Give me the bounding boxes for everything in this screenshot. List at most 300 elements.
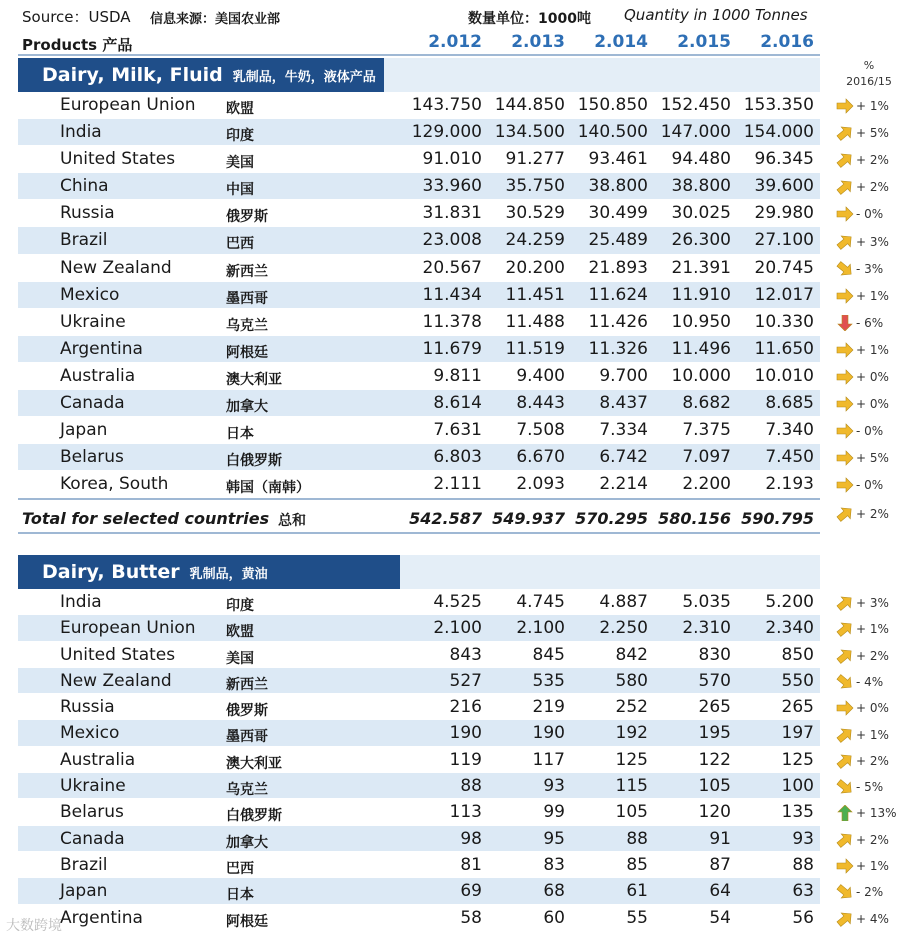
trend-pct: + 0% xyxy=(856,397,889,412)
trend-indicator xyxy=(836,94,900,118)
table-row xyxy=(18,878,820,904)
value-cell: 842 xyxy=(615,644,648,665)
trend-pct: + 3% xyxy=(856,234,889,249)
value-cell: 527 xyxy=(449,670,482,691)
trend-pct: + 2% xyxy=(856,648,889,663)
country-name-cn: 澳大利亚 xyxy=(226,755,282,772)
value-cell: 150.850 xyxy=(577,95,648,115)
pct-period: 2016/15 xyxy=(846,75,892,88)
trend-pct: + 13% xyxy=(856,806,897,821)
table-row xyxy=(18,309,820,336)
value-cell: 10.010 xyxy=(754,365,814,386)
value-cell: 154.000 xyxy=(743,122,814,143)
value-cell: 134.500 xyxy=(494,122,565,143)
table-row xyxy=(18,642,820,668)
country-name-cn: 乌克兰 xyxy=(226,782,268,799)
trend-pct: + 5% xyxy=(856,451,889,466)
section-title-en: Dairy, Butter xyxy=(42,561,180,583)
value-cell: 265 xyxy=(698,697,731,718)
value-cell: 39.600 xyxy=(754,176,814,197)
country-name-en: Belarus xyxy=(60,802,124,823)
value-cell: 30.529 xyxy=(505,203,565,224)
country-name-cn: 加拿大 xyxy=(226,834,268,851)
value-cell: 845 xyxy=(532,644,565,665)
value-cell: 21.391 xyxy=(671,257,731,278)
country-name-en: Australia xyxy=(60,365,136,386)
source-label-cn: 信息来源：美国农业部 xyxy=(150,12,281,27)
value-cell: 4.745 xyxy=(516,592,565,612)
value-cell: 98 xyxy=(460,828,482,849)
country-name-cn: 巴西 xyxy=(226,860,254,877)
value-cell: 535 xyxy=(532,670,565,691)
value-cell: 7.097 xyxy=(682,447,731,468)
unit-label-en: Quantity in 1000 Tonnes xyxy=(624,6,808,24)
value-cell: 5.035 xyxy=(682,592,731,612)
value-cell: 5.200 xyxy=(765,592,814,612)
country-name-cn: 白俄罗斯 xyxy=(226,808,282,825)
trend-indicator xyxy=(836,365,900,389)
value-cell: 125 xyxy=(781,749,814,770)
value-cell: 152.450 xyxy=(660,95,731,115)
value-cell: 20.745 xyxy=(754,257,814,278)
trend-arrow-icon xyxy=(836,858,856,874)
value-cell: 8.443 xyxy=(516,393,565,414)
value-cell: 38.800 xyxy=(588,176,648,197)
trend-arrow-icon xyxy=(836,152,856,168)
value-cell: 147.000 xyxy=(660,122,731,143)
value-cell: 8.685 xyxy=(765,393,814,414)
value-cell: 115 xyxy=(615,776,648,797)
trend-indicator xyxy=(836,775,900,799)
table-row xyxy=(18,615,820,641)
trend-arrow-icon xyxy=(836,179,856,195)
total-value: 542.587 xyxy=(409,509,482,529)
value-cell: 265 xyxy=(781,697,814,718)
value-cell: 153.350 xyxy=(743,95,814,115)
table-row xyxy=(18,390,820,417)
section-header xyxy=(18,58,820,92)
table-row xyxy=(18,92,820,119)
country-name-cn: 新西兰 xyxy=(226,263,268,280)
value-cell: 85 xyxy=(626,854,648,875)
value-cell: 4.887 xyxy=(599,592,648,612)
value-cell: 2.100 xyxy=(433,618,482,639)
trend-arrow-icon xyxy=(836,234,856,250)
trend-indicator xyxy=(836,446,900,470)
table-row xyxy=(18,444,820,471)
country-name-cn: 日本 xyxy=(226,426,254,443)
value-cell: 11.451 xyxy=(505,284,565,305)
trend-arrow-icon xyxy=(836,369,856,385)
table-row xyxy=(18,589,820,615)
total-value: 590.795 xyxy=(741,509,814,529)
value-cell: 216 xyxy=(449,697,482,718)
trend-pct: + 4% xyxy=(856,911,889,926)
value-cell: 10.330 xyxy=(754,311,814,332)
value-cell: 8.437 xyxy=(599,393,648,414)
value-cell: 11.519 xyxy=(505,338,565,359)
value-cell: 60 xyxy=(543,907,565,928)
country-name-en: China xyxy=(60,176,109,197)
value-cell: 7.508 xyxy=(516,420,565,441)
value-cell: 21.893 xyxy=(588,257,648,278)
value-cell: 7.340 xyxy=(765,420,814,441)
watermark: 大数跨境 xyxy=(6,918,62,934)
value-cell: 9.700 xyxy=(599,365,648,386)
table-row xyxy=(18,336,820,363)
value-cell: 35.750 xyxy=(505,176,565,197)
value-cell: 7.450 xyxy=(765,447,814,468)
country-name-en: Mexico xyxy=(60,284,120,305)
value-cell: 144.850 xyxy=(494,95,565,115)
value-cell: 11.496 xyxy=(671,338,731,359)
country-name-cn: 韩国（南韩） xyxy=(226,480,310,497)
country-name-cn: 印度 xyxy=(226,128,254,145)
trend-pct: - 5% xyxy=(856,780,884,795)
table-row xyxy=(18,668,820,694)
table-row xyxy=(18,255,820,282)
section-title-cn: 乳制品，黄油 xyxy=(189,566,268,582)
value-cell: 2.100 xyxy=(516,618,565,639)
value-cell: 192 xyxy=(615,723,648,744)
country-name-cn: 墨西哥 xyxy=(226,290,268,307)
country-name-en: Russia xyxy=(60,203,115,224)
value-cell: 93.461 xyxy=(588,149,648,170)
total-value: 549.937 xyxy=(492,509,565,529)
trend-indicator xyxy=(836,854,900,878)
value-cell: 56 xyxy=(792,907,814,928)
value-cell: 6.742 xyxy=(599,447,648,468)
value-cell: 9.811 xyxy=(433,365,482,386)
country-name-cn: 阿根廷 xyxy=(226,913,268,930)
total-value: 580.156 xyxy=(658,509,731,529)
section-header xyxy=(18,555,820,589)
value-cell: 30.025 xyxy=(671,203,731,224)
total-row xyxy=(18,498,820,534)
value-cell: 29.980 xyxy=(754,203,814,224)
value-cell: 54 xyxy=(709,907,731,928)
total-value: 570.295 xyxy=(575,509,648,529)
trend-indicator xyxy=(836,311,900,335)
value-cell: 113 xyxy=(449,802,482,823)
value-cell: 7.631 xyxy=(433,420,482,441)
country-name-en: Brazil xyxy=(60,854,108,875)
table-row xyxy=(18,720,820,746)
value-cell: 63 xyxy=(792,881,814,902)
trend-pct: + 2% xyxy=(856,180,889,195)
value-cell: 69 xyxy=(460,881,482,902)
trend-indicator xyxy=(836,175,900,199)
value-cell: 4.525 xyxy=(433,592,482,612)
trend-indicator xyxy=(836,230,900,254)
table-row xyxy=(18,146,820,173)
table-row xyxy=(18,282,820,309)
trend-indicator xyxy=(836,591,900,615)
value-cell: 10.950 xyxy=(671,311,731,332)
value-cell: 8.682 xyxy=(682,393,731,414)
section-title-cn: 乳制品，牛奶，液体产品 xyxy=(232,69,376,85)
header-bar xyxy=(0,0,900,30)
year-header: 2.013 xyxy=(511,32,565,52)
pct-symbol: % xyxy=(863,59,875,72)
column-header-row xyxy=(18,30,820,56)
trend-pct: - 6% xyxy=(856,315,884,330)
value-cell: 252 xyxy=(615,697,648,718)
trend-indicator xyxy=(836,880,900,904)
country-name-cn: 乌克兰 xyxy=(226,317,268,334)
trend-arrow-icon xyxy=(836,477,856,493)
section-title-en: Dairy, Milk, Fluid xyxy=(42,64,223,86)
value-cell: 2.214 xyxy=(599,474,648,495)
trend-pct: + 1% xyxy=(856,727,889,742)
country-name-cn: 美国 xyxy=(226,155,254,172)
value-cell: 6.670 xyxy=(516,447,565,468)
table-row xyxy=(18,826,820,852)
trend-indicator xyxy=(836,202,900,226)
trend-arrow-icon xyxy=(836,595,856,611)
value-cell: 87 xyxy=(709,854,731,875)
value-cell: 190 xyxy=(449,723,482,744)
value-cell: 27.100 xyxy=(754,230,814,251)
trend-arrow-icon xyxy=(836,396,856,412)
value-cell: 91.010 xyxy=(422,149,482,170)
value-cell: 95 xyxy=(543,828,565,849)
table-row xyxy=(18,799,820,825)
table-row xyxy=(18,905,820,931)
trend-arrow-icon xyxy=(836,423,856,439)
value-cell: 143.750 xyxy=(411,95,482,115)
trend-pct: + 2% xyxy=(856,507,889,521)
value-cell: 117 xyxy=(532,749,565,770)
value-cell: 23.008 xyxy=(422,230,482,251)
value-cell: 68 xyxy=(543,881,565,902)
trend-arrow-icon xyxy=(836,911,856,927)
country-name-cn: 日本 xyxy=(226,887,254,904)
table-row xyxy=(18,852,820,878)
value-cell: 11.910 xyxy=(671,284,731,305)
table-row xyxy=(18,363,820,390)
trend-arrow-icon xyxy=(836,98,856,114)
trend-pct: + 2% xyxy=(856,832,889,847)
value-cell: 64 xyxy=(709,881,731,902)
value-cell: 7.375 xyxy=(682,420,731,441)
value-cell: 12.017 xyxy=(754,284,814,305)
value-cell: 88 xyxy=(792,854,814,875)
trend-pct: + 1% xyxy=(856,342,889,357)
country-name-en: Belarus xyxy=(60,447,124,468)
value-cell: 2.200 xyxy=(682,474,731,495)
trend-indicator xyxy=(836,828,900,852)
trend-pct: - 0% xyxy=(856,478,884,493)
country-name-en: European Union xyxy=(60,618,196,639)
year-header: 2.016 xyxy=(760,32,814,52)
value-cell: 99 xyxy=(543,802,565,823)
value-cell: 91.277 xyxy=(505,149,565,170)
total-label-en: Total for selected countries xyxy=(22,509,270,529)
trend-pct: - 0% xyxy=(856,424,884,439)
value-cell: 105 xyxy=(615,802,648,823)
trend-arrow-icon xyxy=(836,288,856,304)
trend-indicator xyxy=(836,801,900,825)
country-name-en: Ukraine xyxy=(60,776,126,797)
trend-pct: + 1% xyxy=(856,288,889,303)
value-cell: 30.499 xyxy=(588,203,648,224)
trend-pct: + 1% xyxy=(856,622,889,637)
country-name-cn: 印度 xyxy=(226,598,254,614)
trend-indicator xyxy=(836,644,900,668)
unit-label-cn: 数量单位：1000吨 xyxy=(468,11,591,27)
year-header: 2.014 xyxy=(594,32,648,52)
trend-pct: - 3% xyxy=(856,261,884,276)
country-name-en: United States xyxy=(60,149,176,170)
value-cell: 219 xyxy=(532,697,565,718)
value-cell: 81 xyxy=(460,854,482,875)
value-cell: 55 xyxy=(626,907,648,928)
milk-section xyxy=(18,58,820,534)
country-name-en: Australia xyxy=(60,749,136,770)
country-name-en: United States xyxy=(60,644,176,665)
value-cell: 7.334 xyxy=(599,420,648,441)
trend-indicator xyxy=(836,617,900,641)
table-row xyxy=(18,471,820,498)
trend-indicator xyxy=(836,473,900,497)
value-cell: 197 xyxy=(781,723,814,744)
value-cell: 190 xyxy=(532,723,565,744)
trend-indicator xyxy=(836,419,900,443)
value-cell: 129.000 xyxy=(411,122,482,143)
value-cell: 125 xyxy=(615,749,648,770)
trend-arrow-icon xyxy=(836,206,856,222)
trend-arrow-icon xyxy=(836,450,856,466)
value-cell: 100 xyxy=(781,776,814,797)
trend-pct: - 4% xyxy=(856,674,884,689)
trend-arrow-icon xyxy=(836,261,856,277)
pct-change-header xyxy=(838,58,900,90)
value-cell: 2.340 xyxy=(765,618,814,639)
value-cell: 93 xyxy=(792,828,814,849)
country-name-en: Argentina xyxy=(60,338,143,359)
year-header: 2.015 xyxy=(677,32,731,52)
value-cell: 88 xyxy=(460,776,482,797)
value-cell: 83 xyxy=(543,854,565,875)
country-name-en: Canada xyxy=(60,828,125,849)
country-name-cn: 欧盟 xyxy=(226,101,254,117)
trend-indicator xyxy=(836,392,900,416)
value-cell: 11.650 xyxy=(754,338,814,359)
value-cell: 91 xyxy=(709,828,731,849)
country-name-en: Mexico xyxy=(60,723,120,744)
value-cell: 11.624 xyxy=(588,284,648,305)
trend-arrow-icon xyxy=(836,779,856,795)
table-row xyxy=(18,227,820,254)
value-cell: 2.310 xyxy=(682,618,731,639)
trend-indicator xyxy=(836,121,900,145)
value-cell: 58 xyxy=(460,907,482,928)
trend-arrow-icon xyxy=(836,506,856,522)
trend-arrow-icon xyxy=(836,648,856,664)
value-cell: 11.426 xyxy=(588,311,648,332)
country-name-en: New Zealand xyxy=(60,670,172,691)
country-name-cn: 加拿大 xyxy=(226,399,268,416)
value-cell: 135 xyxy=(781,802,814,823)
value-cell: 2.193 xyxy=(765,474,814,495)
value-cell: 830 xyxy=(698,644,731,665)
value-cell: 11.326 xyxy=(588,338,648,359)
value-cell: 20.567 xyxy=(422,257,482,278)
trend-indicator xyxy=(836,338,900,362)
value-cell: 20.200 xyxy=(505,257,565,278)
trend-arrow-icon xyxy=(836,727,856,743)
source-label: Source：USDA xyxy=(22,8,131,26)
value-cell: 2.250 xyxy=(599,618,648,639)
trend-arrow-icon xyxy=(836,700,856,716)
value-cell: 550 xyxy=(781,670,814,691)
section-title xyxy=(18,555,400,589)
table-row xyxy=(18,694,820,720)
products-label: Products 产品 xyxy=(22,36,133,54)
table-row xyxy=(18,747,820,773)
value-cell: 9.400 xyxy=(516,365,565,386)
trend-arrow-icon xyxy=(836,674,856,690)
country-name-en: Ukraine xyxy=(60,311,126,332)
value-cell: 8.614 xyxy=(433,393,482,414)
value-cell: 140.500 xyxy=(577,122,648,143)
value-cell: 570 xyxy=(698,670,731,691)
country-name-en: Japan xyxy=(60,881,108,902)
value-cell: 38.800 xyxy=(671,176,731,197)
section-title xyxy=(18,58,384,92)
country-name-en: Canada xyxy=(60,393,125,414)
trend-indicator xyxy=(836,257,900,281)
country-name-cn: 澳大利亚 xyxy=(226,371,282,388)
value-cell: 6.803 xyxy=(433,447,482,468)
country-name-cn: 中国 xyxy=(226,182,254,199)
trend-pct: - 2% xyxy=(856,885,884,900)
trend-arrow-icon xyxy=(836,884,856,900)
country-name-cn: 巴西 xyxy=(226,236,254,253)
trend-indicator xyxy=(836,148,900,172)
value-cell: 120 xyxy=(698,802,731,823)
value-cell: 61 xyxy=(626,881,648,902)
table-row xyxy=(18,773,820,799)
trend-pct: + 1% xyxy=(856,859,889,873)
trend-arrow-icon xyxy=(836,753,856,769)
country-name-cn: 美国 xyxy=(226,650,254,667)
trend-indicator xyxy=(836,284,900,308)
country-name-cn: 俄罗斯 xyxy=(226,703,268,720)
value-cell: 26.300 xyxy=(671,230,731,251)
value-cell: 119 xyxy=(449,749,482,770)
trend-arrow-icon xyxy=(836,125,856,141)
value-cell: 195 xyxy=(698,723,731,744)
value-cell: 11.488 xyxy=(505,311,565,332)
year-header: 2.012 xyxy=(428,32,482,52)
trend-arrow-icon xyxy=(836,805,856,821)
country-name-en: New Zealand xyxy=(60,257,172,278)
trend-indicator xyxy=(836,696,900,720)
trend-arrow-icon xyxy=(836,832,856,848)
trend-pct: + 2% xyxy=(856,153,889,168)
country-name-cn: 新西兰 xyxy=(226,676,268,693)
country-name-en: European Union xyxy=(60,95,196,115)
trend-arrow-icon xyxy=(836,315,856,331)
value-cell: 850 xyxy=(781,644,814,665)
trend-indicator xyxy=(836,502,900,526)
trend-pct: + 3% xyxy=(856,596,889,610)
value-cell: 105 xyxy=(698,776,731,797)
trend-pct: + 0% xyxy=(856,370,889,384)
value-cell: 11.378 xyxy=(422,311,482,332)
